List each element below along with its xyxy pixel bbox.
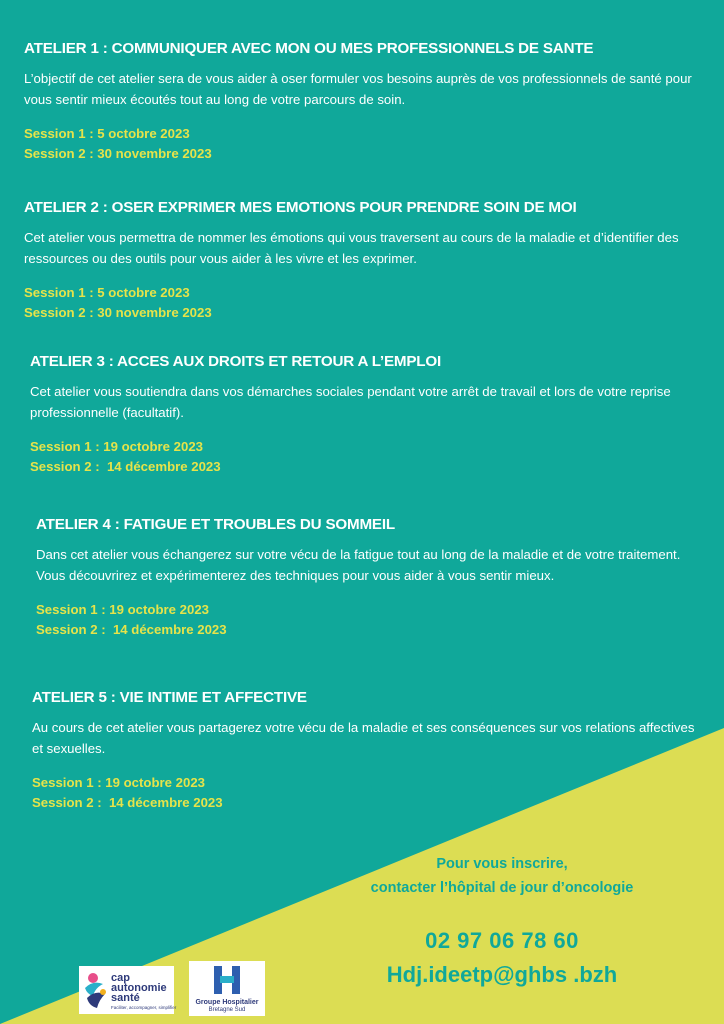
atelier-5-session-2: Session 2 : 14 décembre 2023 (32, 795, 223, 810)
atelier-5-section (32, 689, 704, 813)
contact-email[interactable]: Hdj.ideetp@ghbs .bzh (386, 962, 618, 987)
atelier-3-session-2: Session 2 : 14 décembre 2023 (30, 459, 221, 474)
cap-logo-line-3: santé (111, 992, 140, 1004)
atelier-3-title: ATELIER 3 : ACCES AUX DROITS ET RETOUR A L’EMPLOI (30, 353, 441, 370)
atelier-1-session-1: Session 1 : 5 octobre 2023 (24, 126, 190, 141)
atelier-2-title: ATELIER 2 : OSER EXPRIMER MES EMOTIONS POUR PRENDRE SOIN DE MOI (24, 199, 577, 216)
contact-intro: Pour vous inscrire, (436, 856, 568, 872)
atelier-1-section (24, 40, 704, 164)
atelier-5-title: ATELIER 5 : VIE INTIME ET AFFECTIVE (32, 689, 307, 706)
atelier-1-title: ATELIER 1 : COMMUNIQUER AVEC MON OU MES PROFESSIONNELS DE SANTE (24, 40, 594, 57)
cap-logo-text (111, 973, 167, 1003)
cap-autonomie-sante-logo (79, 966, 177, 1014)
atelier-4-section (36, 516, 704, 640)
cap-logo-tagline: Faciliter, accompagner, simplifier (111, 1005, 177, 1010)
contact-phone[interactable]: 02 97 06 78 60 (425, 928, 579, 953)
gh-logo-title: Groupe Hospitalier (195, 999, 259, 1006)
atelier-4-session-1: Session 1 : 19 octobre 2023 (36, 602, 209, 617)
atelier-2-description: Cet atelier vous permettra de nommer les émotions qui vous traversent au cours de la maladie et d’identifier des ressources ou des outils pour vous aider à les vivre et les exprimer. (24, 230, 679, 266)
gh-logo-subtitle: Bretagne Sud (208, 1007, 246, 1013)
cap-logo-icon (81, 970, 111, 1010)
atelier-2-session-2: Session 2 : 30 novembre 2023 (24, 305, 212, 320)
cap-logo-line-1: cap (111, 972, 130, 984)
atelier-4-session-2: Session 2 : 14 décembre 2023 (36, 622, 227, 637)
atelier-2-section (24, 199, 704, 323)
atelier-4-description: Dans cet atelier vous échangerez sur votre vécu de la fatigue tout au long de la maladie et de votre traitement. Vous découvrirez et expérimenterez des techniques pour vous aider à vous sentir mieux. (36, 547, 681, 583)
atelier-4-title: ATELIER 4 : FATIGUE ET TROUBLES DU SOMMEIL (36, 516, 395, 533)
atelier-5-description: Au cours de cet atelier vous partagerez votre vécu de la maladie et ses conséquences sur vos relations affectives et sexuelles. (32, 720, 695, 756)
groupe-hospitalier-logo (189, 961, 265, 1016)
cap-logo-line-2: autonomie (111, 982, 167, 994)
atelier-3-session-1: Session 1 : 19 octobre 2023 (30, 439, 203, 454)
atelier-3-description: Cet atelier vous soutiendra dans vos démarches sociales pendant votre arrêt de travail et lors de votre reprise professionnelle (facultatif). (30, 384, 671, 420)
atelier-1-session-2: Session 2 : 30 novembre 2023 (24, 146, 212, 161)
atelier-5-session-1: Session 1 : 19 octobre 2023 (32, 775, 205, 790)
atelier-1-description: L’objectif de cet atelier sera de vous aider à oser formuler vos besoins auprès de vos professionnels de santé pour vous sentir mieux écoutés tout au long de votre parcours de soin. (24, 71, 692, 107)
atelier-2-session-1: Session 1 : 5 octobre 2023 (24, 285, 190, 300)
atelier-3-section (30, 353, 704, 477)
gh-logo-icon (212, 964, 242, 996)
contact-instruction: contacter l’hôpital de jour d’oncologie (370, 880, 634, 896)
